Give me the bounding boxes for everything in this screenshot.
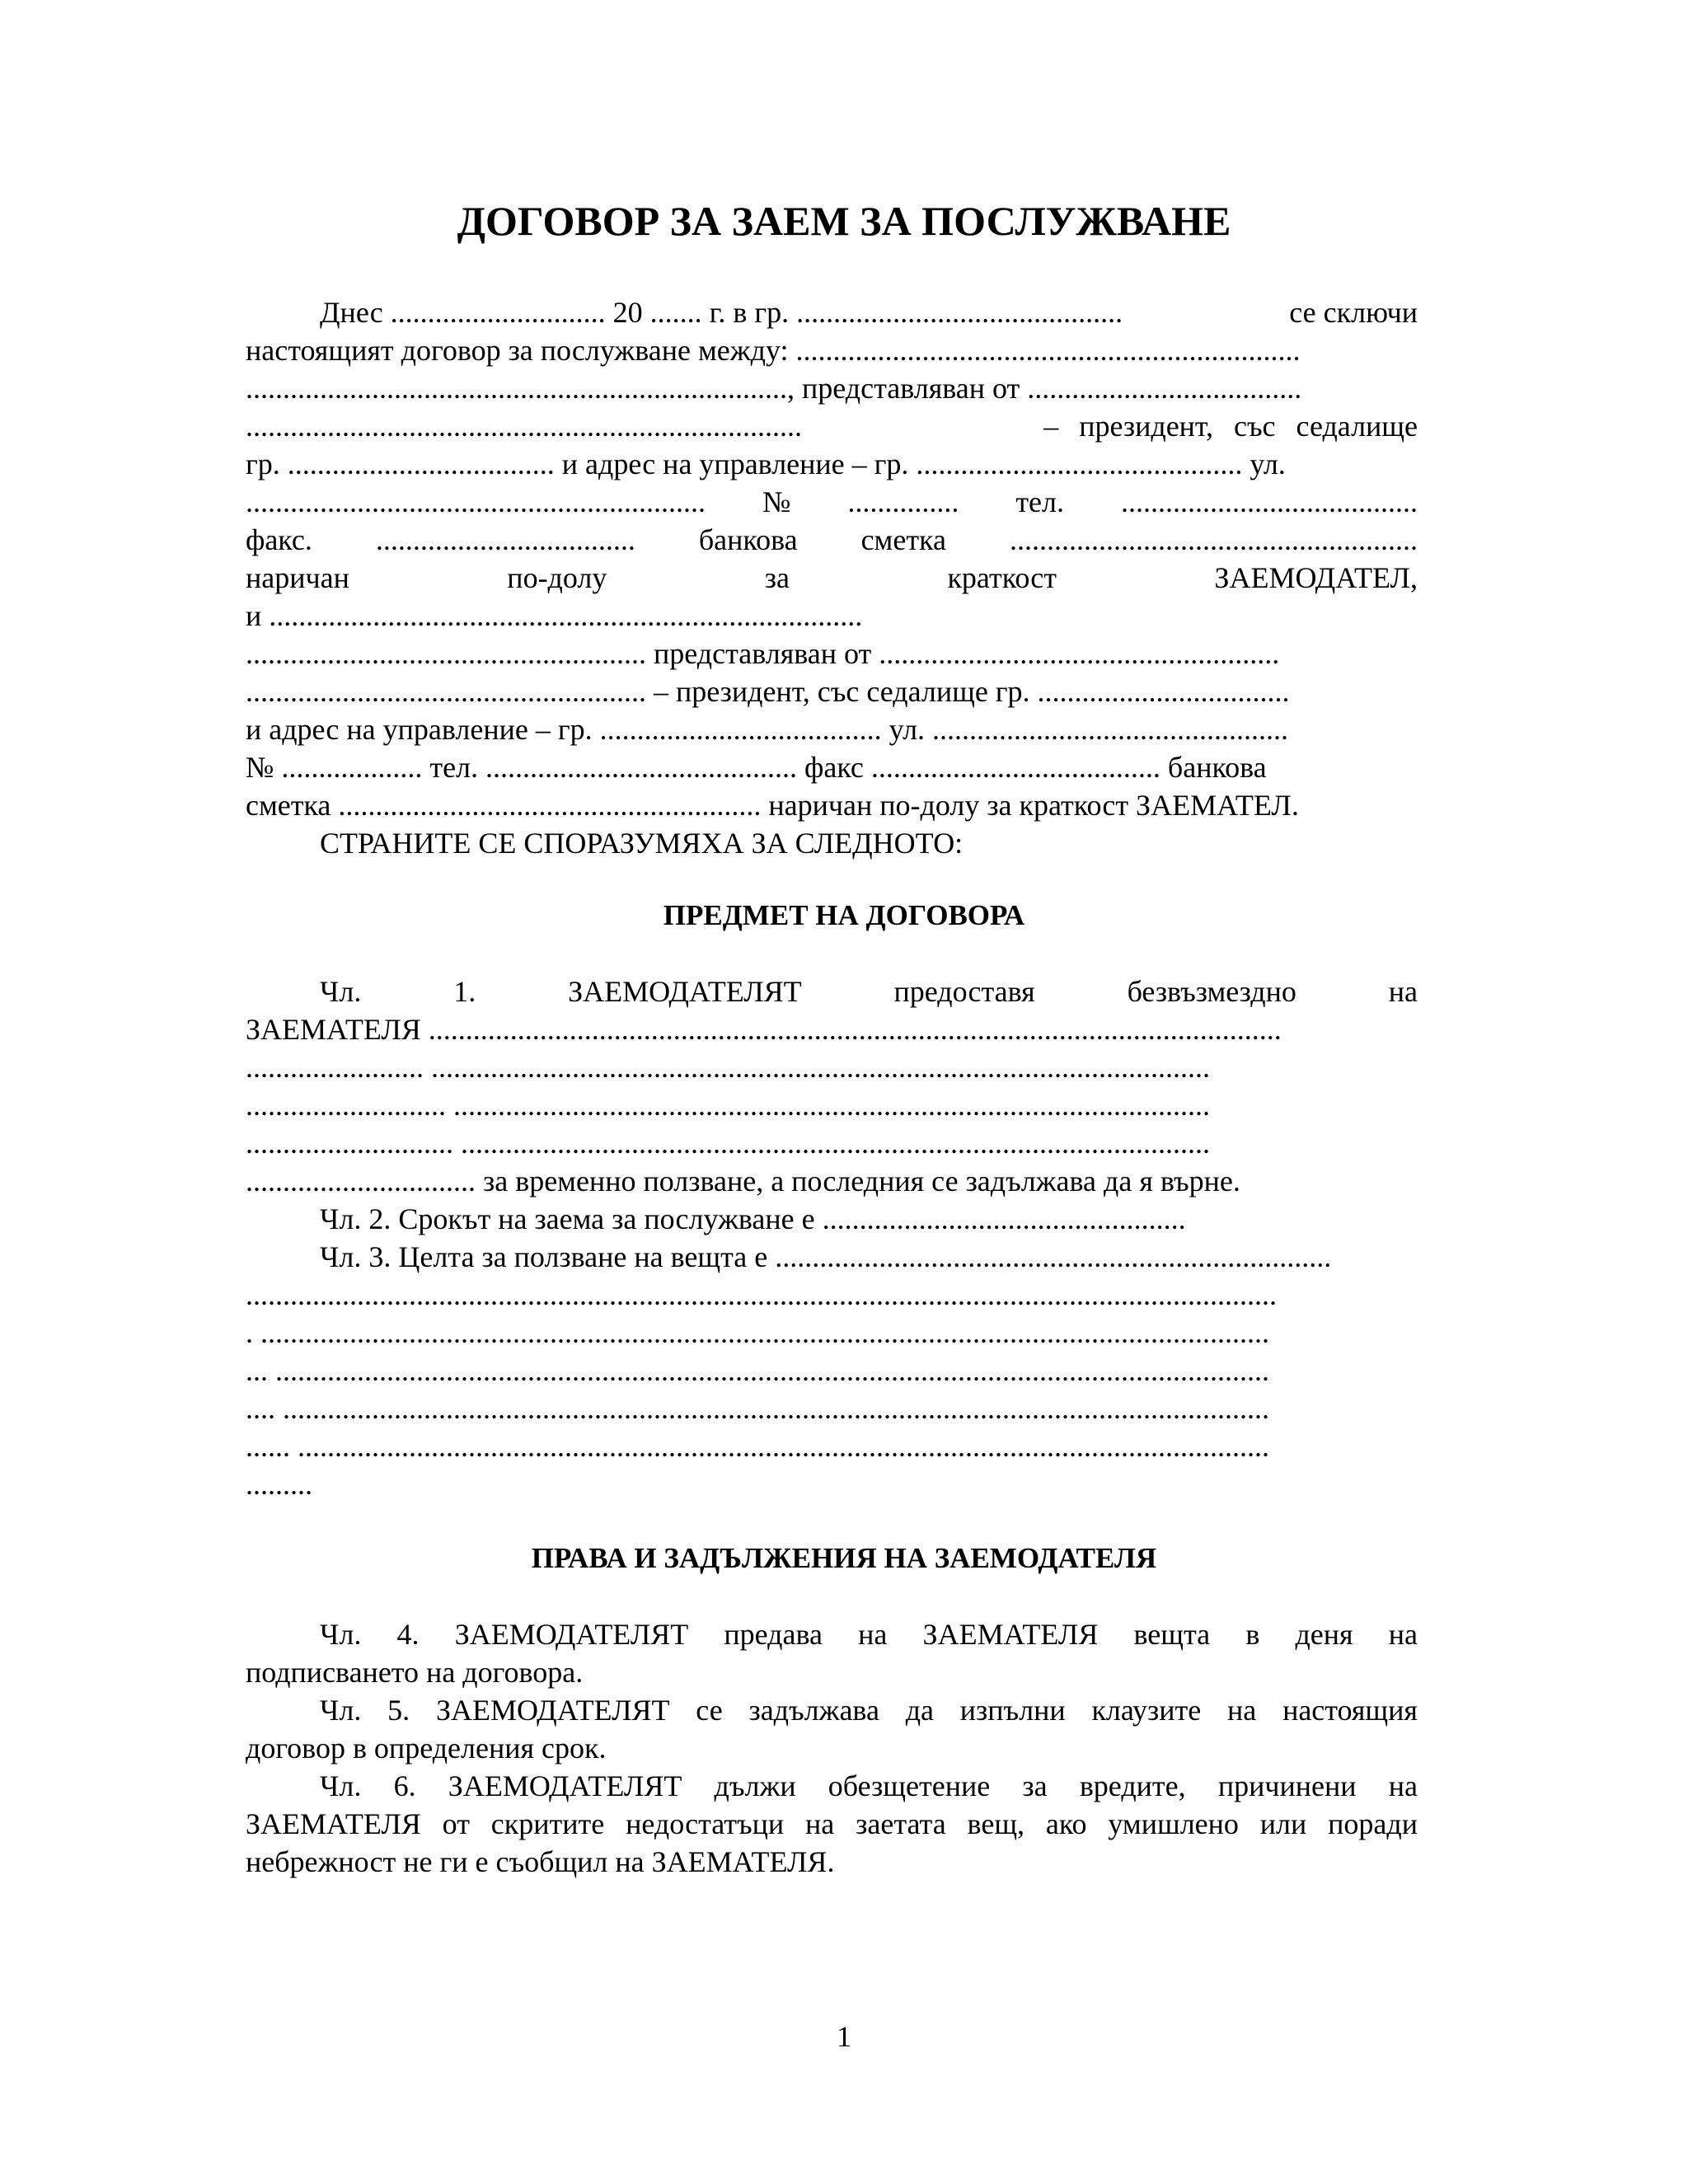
- text-segment: ЗАЕМАТЕЛЯ: [922, 1618, 1099, 1651]
- text-segment: изпълни: [959, 1694, 1066, 1727]
- text-segment: се: [696, 1694, 723, 1727]
- text-segment: заетата: [856, 1807, 946, 1840]
- text-segment: Чл. 3. Целта за ползване на вещта е ...........................................................................: [320, 1240, 1332, 1273]
- text-segment: на: [858, 1618, 888, 1651]
- text-segment: № ................... тел. .......................................... факс ....................................... банкова: [246, 751, 1267, 784]
- text-segment: ........................... ......................................................................................................: [246, 1089, 1210, 1122]
- text-segment: ...................................................... представляван от ......................................................: [246, 637, 1280, 670]
- article-4-line-1: [320, 1615, 1418, 1653]
- text-segment: ЗАЕМОДАТЕЛЯТ: [435, 1694, 670, 1727]
- text-segment: ...........................................................................: [246, 410, 802, 443]
- text-segment: на: [1388, 1769, 1418, 1802]
- text-segment: сметка ......................................................... наричан по-долу за краткост ЗАЕМАТЕЛ.: [246, 789, 1299, 822]
- preamble-line-6: [246, 483, 1418, 521]
- text-segment: ...... ...................................................................................................................................: [246, 1430, 1269, 1463]
- text-segment: на: [1388, 1618, 1418, 1651]
- text-segment: ЗАЕМОДАТЕЛЯТ: [454, 1618, 689, 1651]
- article-6-line-3: [246, 1843, 1418, 1881]
- text-segment: ... ......................................................................................................................................: [246, 1354, 1269, 1387]
- preamble-line-12: [246, 710, 1418, 748]
- article-1-line-4: [246, 1086, 1418, 1124]
- text-segment: вредите,: [1079, 1769, 1186, 1802]
- preamble-line-2: [246, 331, 1418, 369]
- text-segment: предоставя: [893, 975, 1035, 1008]
- text-segment: недостатъци: [626, 1807, 785, 1840]
- preamble-line-11: [246, 673, 1418, 710]
- section-heading-lender-rights: ПРАВА И ЗАДЪЛЖЕНИЯ НА ЗАЕМОДАТЕЛЯ: [531, 1542, 1157, 1574]
- text-segment: и адрес на управление – гр. ...................................... ул. ................................................: [246, 713, 1289, 746]
- text-segment: СТРАНИТЕ СЕ СПОРАЗУМЯХА ЗА СЛЕДНОТО:: [320, 827, 964, 860]
- text-segment: вещта: [1133, 1618, 1211, 1651]
- text-segment: ЗАЕМОДАТЕЛ,: [1214, 561, 1418, 594]
- text-segment: Чл.: [320, 1694, 362, 1727]
- text-segment: ........................................: [1120, 485, 1418, 518]
- text-segment: .........: [246, 1468, 312, 1501]
- preamble-line-9: [246, 597, 1418, 635]
- article-6-line-2: [246, 1805, 1418, 1843]
- text-segment: от: [442, 1807, 470, 1840]
- text-segment: ............................... за временно ползване, а последния се задължава да я върне.: [246, 1165, 1240, 1197]
- text-segment: за: [1022, 1769, 1048, 1802]
- text-segment: ЗАЕМАТЕЛЯ ...................................................................................................................: [246, 1013, 1282, 1046]
- article-3-line-2: [246, 1276, 1418, 1314]
- text-segment: небрежност не ги е съобщил на ЗАЕМАТЕЛЯ.: [246, 1845, 835, 1878]
- text-segment: 1.: [453, 975, 476, 1008]
- article-1-line-3: [246, 1048, 1418, 1086]
- text-segment: ако: [1045, 1807, 1087, 1840]
- text-segment: 5.: [387, 1694, 410, 1727]
- preamble-line-13: [246, 748, 1418, 786]
- article-3-line-7: [246, 1465, 1418, 1503]
- text-segment: Днес ............................. 20 ....... г. в гр. ............................................: [320, 296, 1123, 329]
- text-segment: за: [764, 561, 790, 594]
- text-segment: на: [1388, 975, 1418, 1008]
- text-segment: поради: [1328, 1807, 1418, 1840]
- text-segment: настоящият договор за послужване между: ....................................................................: [246, 334, 1301, 367]
- text-segment: клаузите: [1091, 1694, 1202, 1727]
- text-segment: .......................................................: [1009, 523, 1418, 556]
- article-4-line-2: [246, 1653, 1418, 1691]
- document-title: ДОГОВОР ЗА ЗАЕМ ЗА ПОСЛУЖВАНЕ: [457, 198, 1231, 244]
- text-segment: наричан: [246, 561, 349, 594]
- article-5-line-2: [246, 1729, 1418, 1767]
- text-segment: вещ,: [967, 1807, 1025, 1840]
- text-segment: Чл. 2. Срокът на заема за послужване е .................................................: [320, 1202, 1186, 1235]
- text-segment: ............................ .....................................................................................................: [246, 1127, 1210, 1160]
- text-segment: причинени: [1217, 1769, 1357, 1802]
- page-number: 1: [837, 2020, 851, 2053]
- text-segment: факс.: [246, 523, 312, 556]
- article-1-line-2: [246, 1010, 1418, 1048]
- text-segment: ЗАЕМОДАТЕЛЯТ: [568, 975, 802, 1008]
- text-segment: задължава: [748, 1694, 879, 1727]
- text-segment: ...............: [847, 485, 959, 518]
- section-heading-subject: ПРЕДМЕТ НА ДОГОВОРА: [663, 899, 1025, 931]
- text-segment: ...................................: [375, 523, 635, 556]
- text-segment: Чл.: [320, 975, 362, 1008]
- article-1-line-1: [320, 972, 1418, 1010]
- text-segment: тел.: [1015, 485, 1064, 518]
- preamble-line-8: [246, 559, 1418, 597]
- article-6-line-1: [320, 1767, 1418, 1805]
- article-3-line-5: [246, 1390, 1418, 1427]
- article-5-line-1: [320, 1691, 1418, 1729]
- preamble-line-5: [246, 445, 1418, 483]
- article-3-line-1: [320, 1238, 1418, 1276]
- text-segment: на: [1227, 1694, 1257, 1727]
- text-segment: безвъзмездно: [1127, 975, 1296, 1008]
- text-segment: умишлено: [1108, 1807, 1239, 1840]
- text-segment: или: [1259, 1807, 1307, 1840]
- article-1-line-6: [246, 1162, 1418, 1200]
- text-segment: и ................................................................................: [246, 599, 863, 632]
- text-segment: дължи: [714, 1769, 796, 1802]
- text-segment: на: [805, 1807, 835, 1840]
- preamble-line-15: [320, 824, 1418, 862]
- article-1-line-5: [246, 1124, 1418, 1162]
- text-segment: се сключи: [1289, 296, 1418, 329]
- text-segment: банкова: [698, 523, 798, 556]
- text-segment: краткост: [947, 561, 1057, 594]
- text-segment: в: [1245, 1618, 1260, 1651]
- text-segment: 6.: [393, 1769, 416, 1802]
- text-segment: договор в определения срок.: [246, 1732, 607, 1765]
- preamble-line-1: [320, 293, 1418, 331]
- preamble-line-14: [246, 786, 1418, 824]
- preamble-line-3: [246, 369, 1418, 407]
- text-segment: .... .....................................................................................................................................: [246, 1392, 1269, 1425]
- text-segment: по-долу: [507, 561, 607, 594]
- preamble-line-10: [246, 635, 1418, 673]
- text-segment: деня: [1295, 1618, 1353, 1651]
- text-segment: ...................................................... – президент, със седалище гр. ..................................: [246, 675, 1290, 708]
- text-segment: ........................................................................., представляван от .....................................: [246, 372, 1302, 405]
- text-segment: ...........................................................................................................................................: [246, 1278, 1277, 1311]
- text-segment: Чл.: [320, 1769, 362, 1802]
- text-segment: Чл.: [320, 1618, 362, 1651]
- article-3-line-6: [246, 1427, 1418, 1465]
- text-segment: . ........................................................................................................................................: [246, 1316, 1269, 1349]
- article-2: [320, 1200, 1418, 1238]
- preamble-line-7: [246, 521, 1418, 559]
- text-segment: 4.: [396, 1618, 420, 1651]
- text-segment: – президент, със седалище: [1043, 410, 1418, 443]
- preamble-line-4: [246, 407, 1418, 445]
- text-segment: настоящия: [1282, 1694, 1418, 1727]
- text-segment: ЗАЕМАТЕЛЯ: [246, 1807, 421, 1840]
- text-segment: ..............................................................: [246, 485, 706, 518]
- text-segment: да: [905, 1694, 934, 1727]
- text-segment: сметка: [860, 523, 946, 556]
- text-segment: гр. .................................... и адрес на управление – гр. ............................................ ул.: [246, 448, 1286, 480]
- article-3-line-3: [246, 1314, 1418, 1352]
- text-segment: ЗАЕМОДАТЕЛЯТ: [448, 1769, 682, 1802]
- text-segment: обезщетение: [828, 1769, 991, 1802]
- article-3-line-4: [246, 1352, 1418, 1390]
- text-segment: №: [762, 485, 791, 518]
- text-segment: скритите: [490, 1807, 605, 1840]
- text-segment: подписването на договора.: [246, 1656, 584, 1689]
- text-segment: предава: [724, 1618, 823, 1651]
- text-segment: ........................ .........................................................................................................: [246, 1051, 1210, 1084]
